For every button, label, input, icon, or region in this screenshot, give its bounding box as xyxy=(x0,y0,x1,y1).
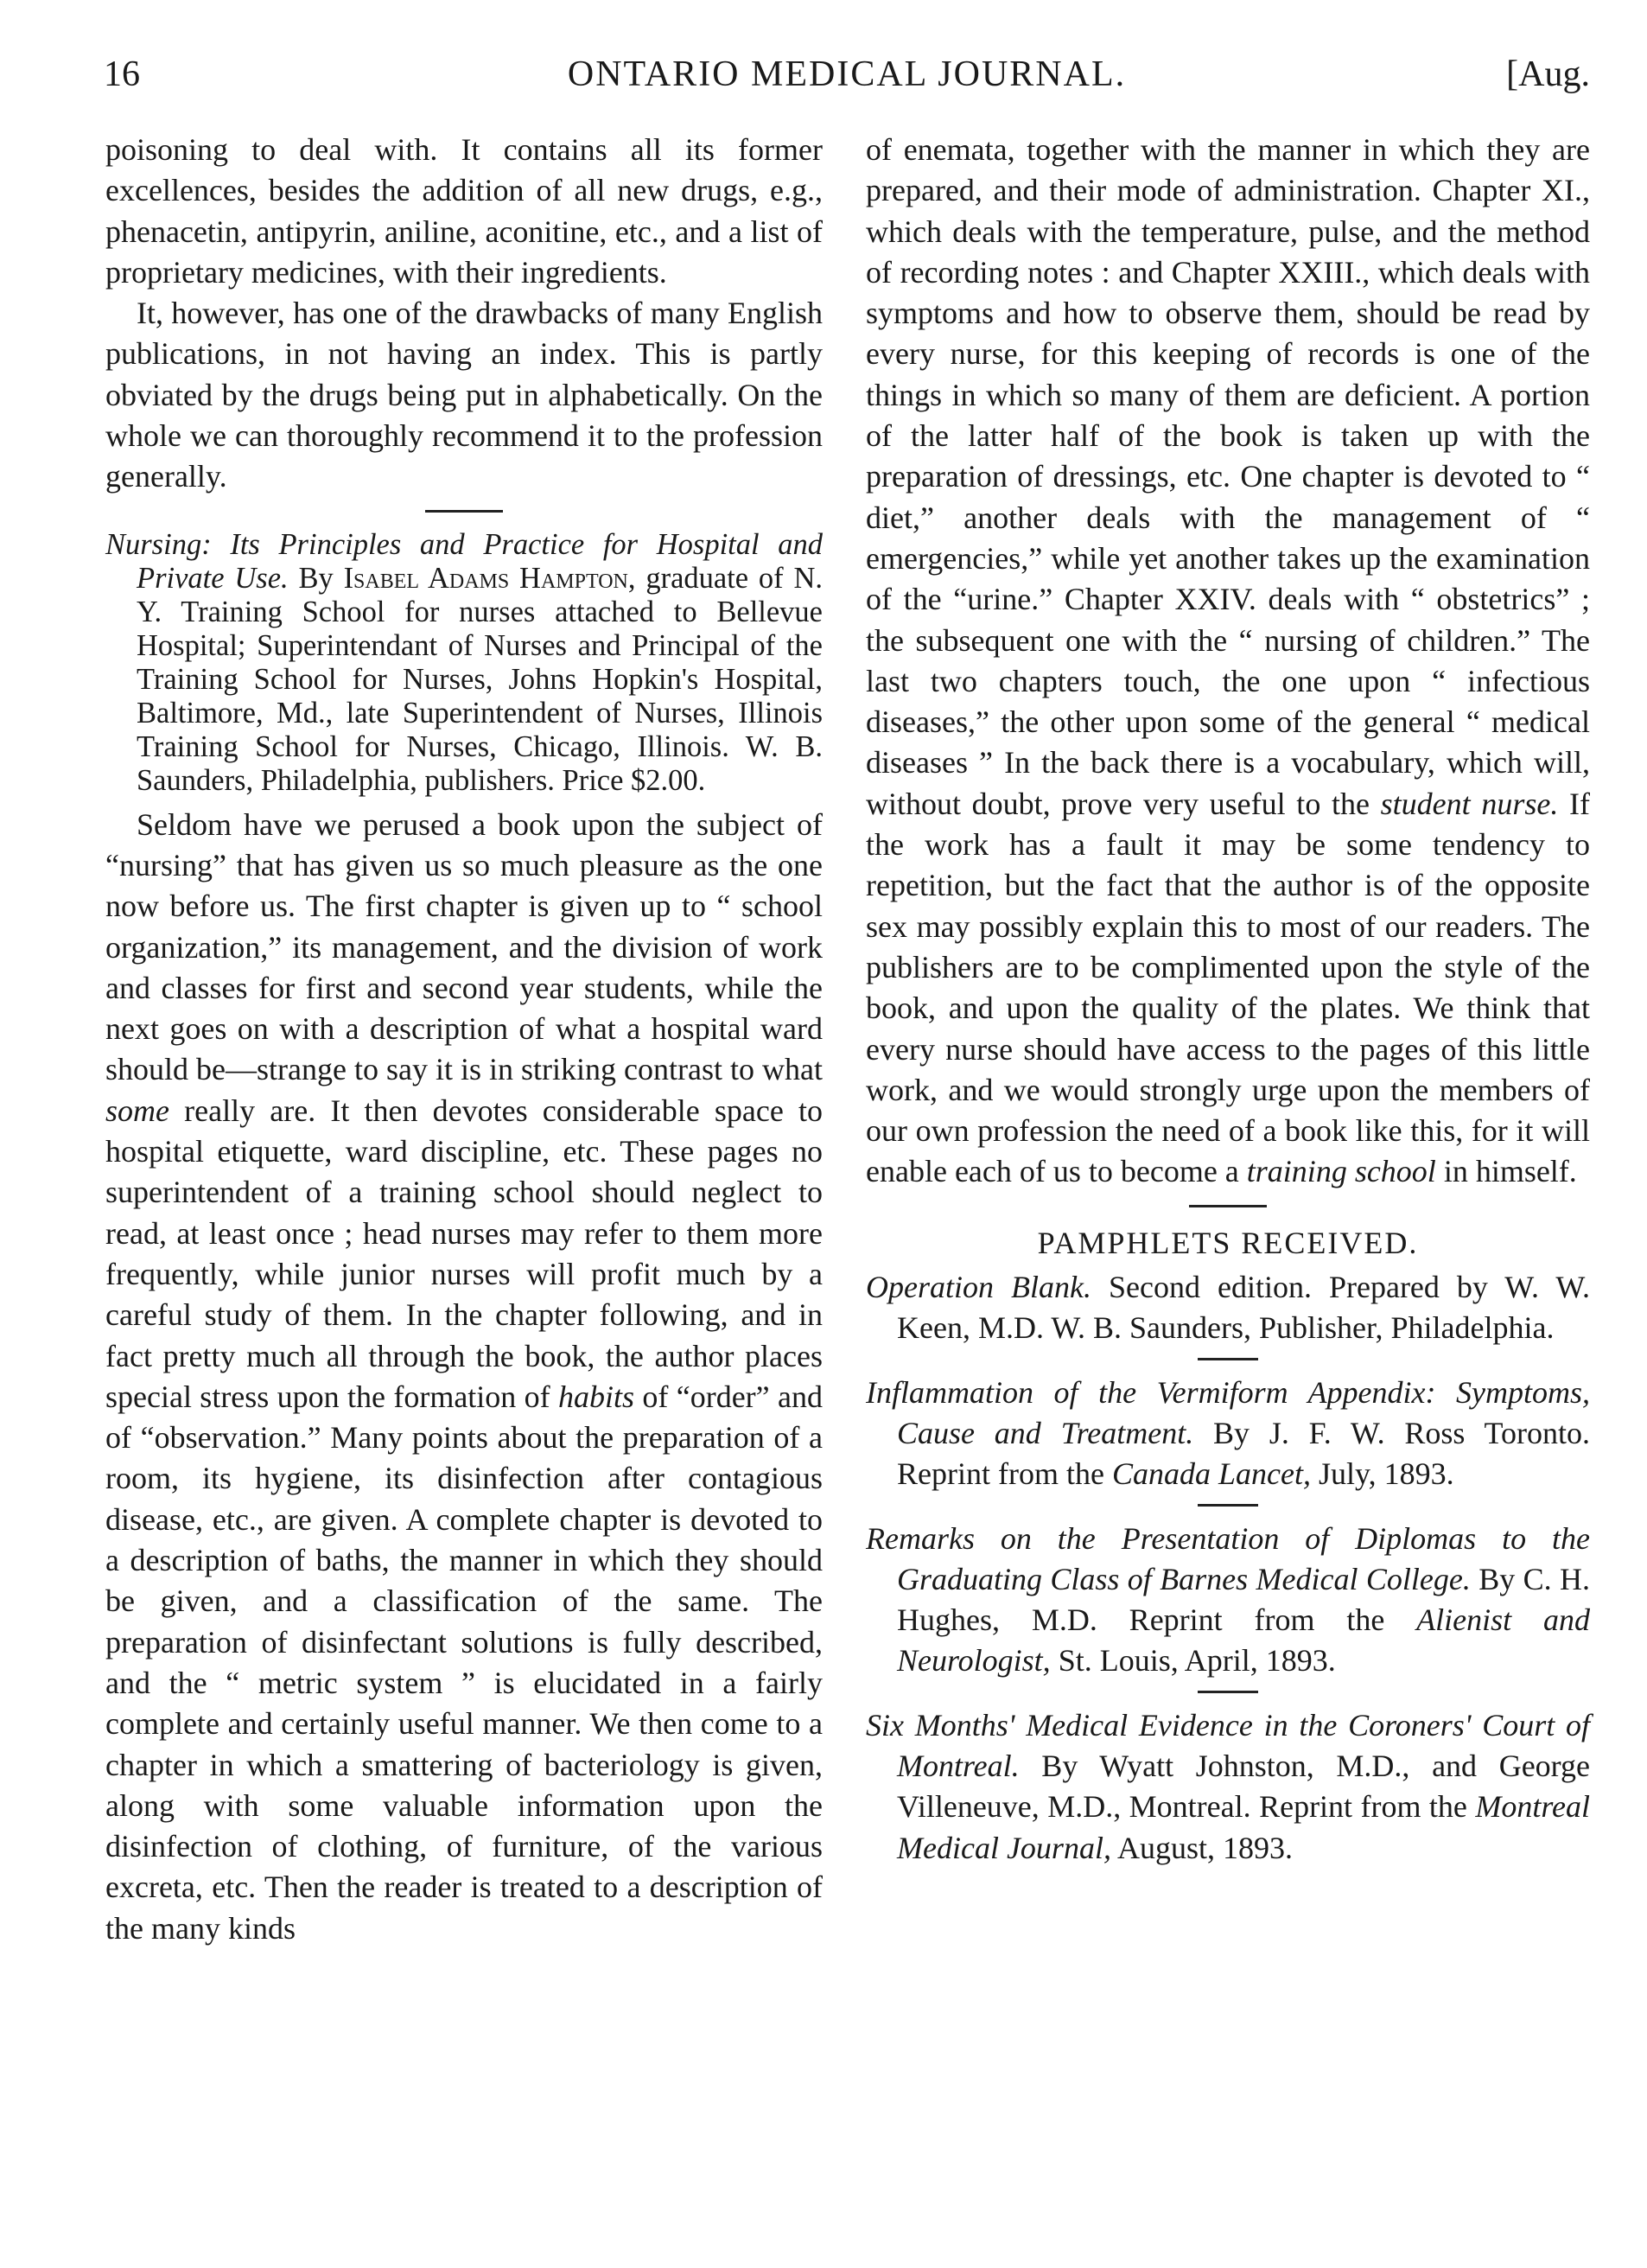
emphasis-student-nurse: student nurse. xyxy=(1380,786,1559,821)
emphasis-training-school: training school xyxy=(1246,1154,1436,1189)
pamphlet-entry xyxy=(866,1705,1590,1869)
pamphlet-title: Six Months' Medical Evidence in the Coroners' Court of Montreal. xyxy=(866,1707,1590,1783)
right-column xyxy=(866,130,1590,1869)
paragraph-drawbacks: It, however, has one of the drawbacks of many English publications, in not having an index. This is partly obviated by the drugs being put in alphabetically. On the whole we can thoroughly recommend it to the profession generally. xyxy=(105,296,823,494)
pamphlet-date: July, 1893. xyxy=(1310,1456,1454,1492)
review-body-paragraph xyxy=(105,805,823,1949)
review-continuation-paragraph xyxy=(866,130,1590,1193)
paragraph-continuation: poisoning to deal with. It contains all its former excellences, besides the addition of all new drugs, e.g., phenacetin, antipyrin, aniline, aconitine, etc., and a list of proprietary medicines, with their ingredients. xyxy=(105,132,823,290)
pamphlet-source-title: Canada Lancet, xyxy=(1111,1456,1311,1492)
left-column xyxy=(105,130,823,1949)
pamphlet-title: Inflammation of the Vermiform Appendix: Symptoms, Cause and Treatment. xyxy=(866,1374,1590,1450)
page-header xyxy=(104,54,1590,105)
review-book-title: Nursing: Its Principles and Practice for Hospital and Private Use. xyxy=(105,527,823,595)
review-cont-b: If the work has a fault it may be some tendency to repetition, but the fact that the author is of the opposite sex may possibly explain this to most of our readers. The publishers are to be complimented upon the style of the book, and upon the quality of the plates. We think that every nurse should have access to the pages of this little work, and we would strongly urge upon the members of our own profession the need of a book like this, for it will enable each of us to become a xyxy=(866,786,1590,1189)
journal-title: ONTARIO MEDICAL JOURNAL. xyxy=(567,54,1127,94)
divider xyxy=(1198,1358,1258,1360)
divider xyxy=(1198,1504,1258,1507)
divider xyxy=(1189,1205,1267,1207)
review-details: graduate of N. Y. Training School for nurses attached to Bellevue Hospital; Superintendant of Nurses and Principal of the Training School for Nurses, Johns Hopkin's Hospital, Baltimore, Md., late Superintendent of Nurses, Illinois Training School for Nurses, Chicago, Illinois. W. B. Saunders, Philadelphia, publishers. Price $2.00. xyxy=(137,561,824,797)
pamphlet-details: Second edition. Prepared by W. W. Keen, M.D. W. B. Saunders, Publisher, Philadelphia. xyxy=(897,1270,1590,1346)
page-number: 16 xyxy=(104,54,140,94)
review-text-b: really are. It then devotes considerable space to hospital etiquette, ward discipline, etc. These pages no superintendent of a training school should neglect to read, at least once ; head nurses may refer to them more frequently, while junior nurses will profit much by a careful study of them. In the chapter following, and in fact pretty much all through the book, the author places special stress upon the formation of xyxy=(105,1093,823,1414)
divider xyxy=(1198,1691,1258,1693)
review-text-a: Seldom have we perused a book upon the subject of “nursing” that has given us so much pleasure as the one now before us. The first chapter is given up to “ school organization,” its management, and the division of work and classes for first and second year students, while the next goes on with a description of what a hospital ward should be—strange to say it is in striking contrast to what xyxy=(105,806,823,1087)
pamphlet-source-title: Montreal Medical Journal, xyxy=(897,1789,1590,1865)
pamphlets-heading: PAMPHLETS RECEIVED. xyxy=(1037,1225,1419,1260)
pamphlet-entry xyxy=(866,1267,1590,1349)
pamphlet-entry xyxy=(866,1519,1590,1682)
pamphlet-entry xyxy=(866,1373,1590,1495)
pamphlet-title: Remarks on the Presentation of Diplomas to the Graduating Class of Barnes Medical College. xyxy=(866,1520,1590,1596)
book-review-citation xyxy=(105,528,823,798)
issue-month: [Aug. xyxy=(1506,54,1590,94)
review-text-c: of “order” and of “observation.” Many points about the preparation of a room, its hygiene, its disinfection after contagious disease, etc., are given. A complete chapter is devoted to a description of baths, the manner in which they should be given, and a classification of the same. The preparation of disinfectant solutions is fully described, and the “ metric system ” is elucidated in a fairly complete and certainly useful manner. We then come to a chapter in which a smattering of bacteriology is given, along with some valuable information upon the disinfection of clothing, of furniture, of the various excreta, etc. Then the reader is treated to a description of the many kinds xyxy=(105,1379,823,1946)
divider xyxy=(425,510,503,513)
pamphlet-title: Operation Blank. xyxy=(866,1270,1091,1305)
review-author: Isabel Adams Hampton, xyxy=(343,561,636,595)
pamphlet-details: By J. F. W. Ross Toronto. Reprint from the xyxy=(897,1415,1591,1492)
pamphlet-date: St. Louis, April, 1893. xyxy=(1050,1643,1336,1679)
review-cont-a: of enemata, together with the manner in which they are prepared, and their mode of administration. Chapter XI., which deals with the temperature, pulse, and the method of recording notes : and Chapter XXIII., which deals with symptoms and how to observe them, should be read by every nurse, for this keeping of records is one of the things in which so many of them are deficient. A portion of the latter half of the book is taken up with the preparation of dressings, etc. One chapter is devoted to “ diet,” another deals with the management of “ emergencies,” while yet another takes up the examination of the “urine.” Chapter XXIV. deals with “ obstetrics” ; the subsequent one with the “ nursing of children.” The last two chapters touch, the one upon “ infectious diseases,” the other upon some of the general “ medical diseases ” In the back there is a vocabulary, which will, without doubt, prove very useful to the xyxy=(866,132,1590,821)
emphasis-habits: habits xyxy=(558,1379,635,1414)
pamphlet-date: August, 1893. xyxy=(1110,1830,1293,1865)
review-by: By xyxy=(288,561,344,595)
review-cont-c: in himself. xyxy=(1435,1154,1577,1189)
pamphlet-details: By C. H. Hughes, M.D. Reprint from the xyxy=(897,1561,1590,1638)
pamphlet-source-title: Alienist and Neurologist, xyxy=(897,1602,1590,1679)
emphasis-some: some xyxy=(105,1093,169,1128)
pamphlet-details: By Wyatt Johnston, M.D., and George Villeneuve, M.D., Montreal. Reprint from the xyxy=(897,1748,1590,1825)
